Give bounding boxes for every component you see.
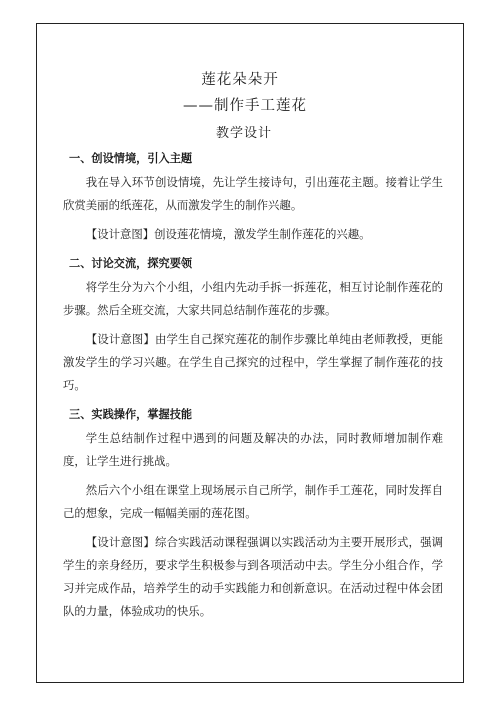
section-heading-3: 三、实践操作，掌握技能: [69, 408, 193, 421]
section-1-paragraph-1: 我在导入环节创设情境，先让学生接诗句，引出莲花主题。接着让学生欣赏美丽的纸莲花，从而激发学生的制作兴趣。: [63, 175, 443, 212]
section-2-paragraph-1: 将学生分为六个小组，小组内先动手拆一拆莲花，相互讨论制作莲花的步骤。然后全班交流，大家共同总结制作莲花的步骤。: [63, 280, 443, 317]
document-page: [36, 23, 464, 683]
document-subtitle: ——制作手工莲花: [183, 98, 307, 114]
section-1-design-intent: 【设计意图】创设莲花情境，激发学生制作莲花的兴趣。: [85, 227, 371, 241]
section-heading-1: 一、创设情境，引入主题: [69, 152, 193, 165]
section-3-paragraph-1: 学生总结制作过程中遇到的问题及解决的办法，同时教师增加制作难度，让学生进行挑战。: [63, 431, 443, 468]
section-3-design-intent: 【设计意图】综合实践活动课程强调以实践活动为主要开展形式，强调学生的亲身经历，要求学生积极参与到各项活动中去。学生分小组合作，学习并完成作品，培养学生的动手实践能力和创新意识。在活动过程中体会团队的力量，体验成功的快乐。: [63, 535, 443, 618]
section-3-paragraph-2: 然后六个小组在课堂上现场展示自己所学，制作手工莲花，同时发挥自己的想象，完成一幅幅美丽的莲花图。: [63, 483, 443, 520]
section-2-design-intent: 【设计意图】由学生自己探究莲花的制作步骤比单纯由老师教授，更能激发学生的学习兴趣。在学生自己探究的过程中，学生掌握了制作莲花的技巧。: [63, 332, 443, 392]
section-heading-2: 二、讨论交流，探究要领: [69, 257, 193, 270]
document-body: [63, 144, 443, 629]
document-title: 莲花朵朵开: [201, 72, 279, 88]
section-label: 教学设计: [215, 126, 272, 141]
